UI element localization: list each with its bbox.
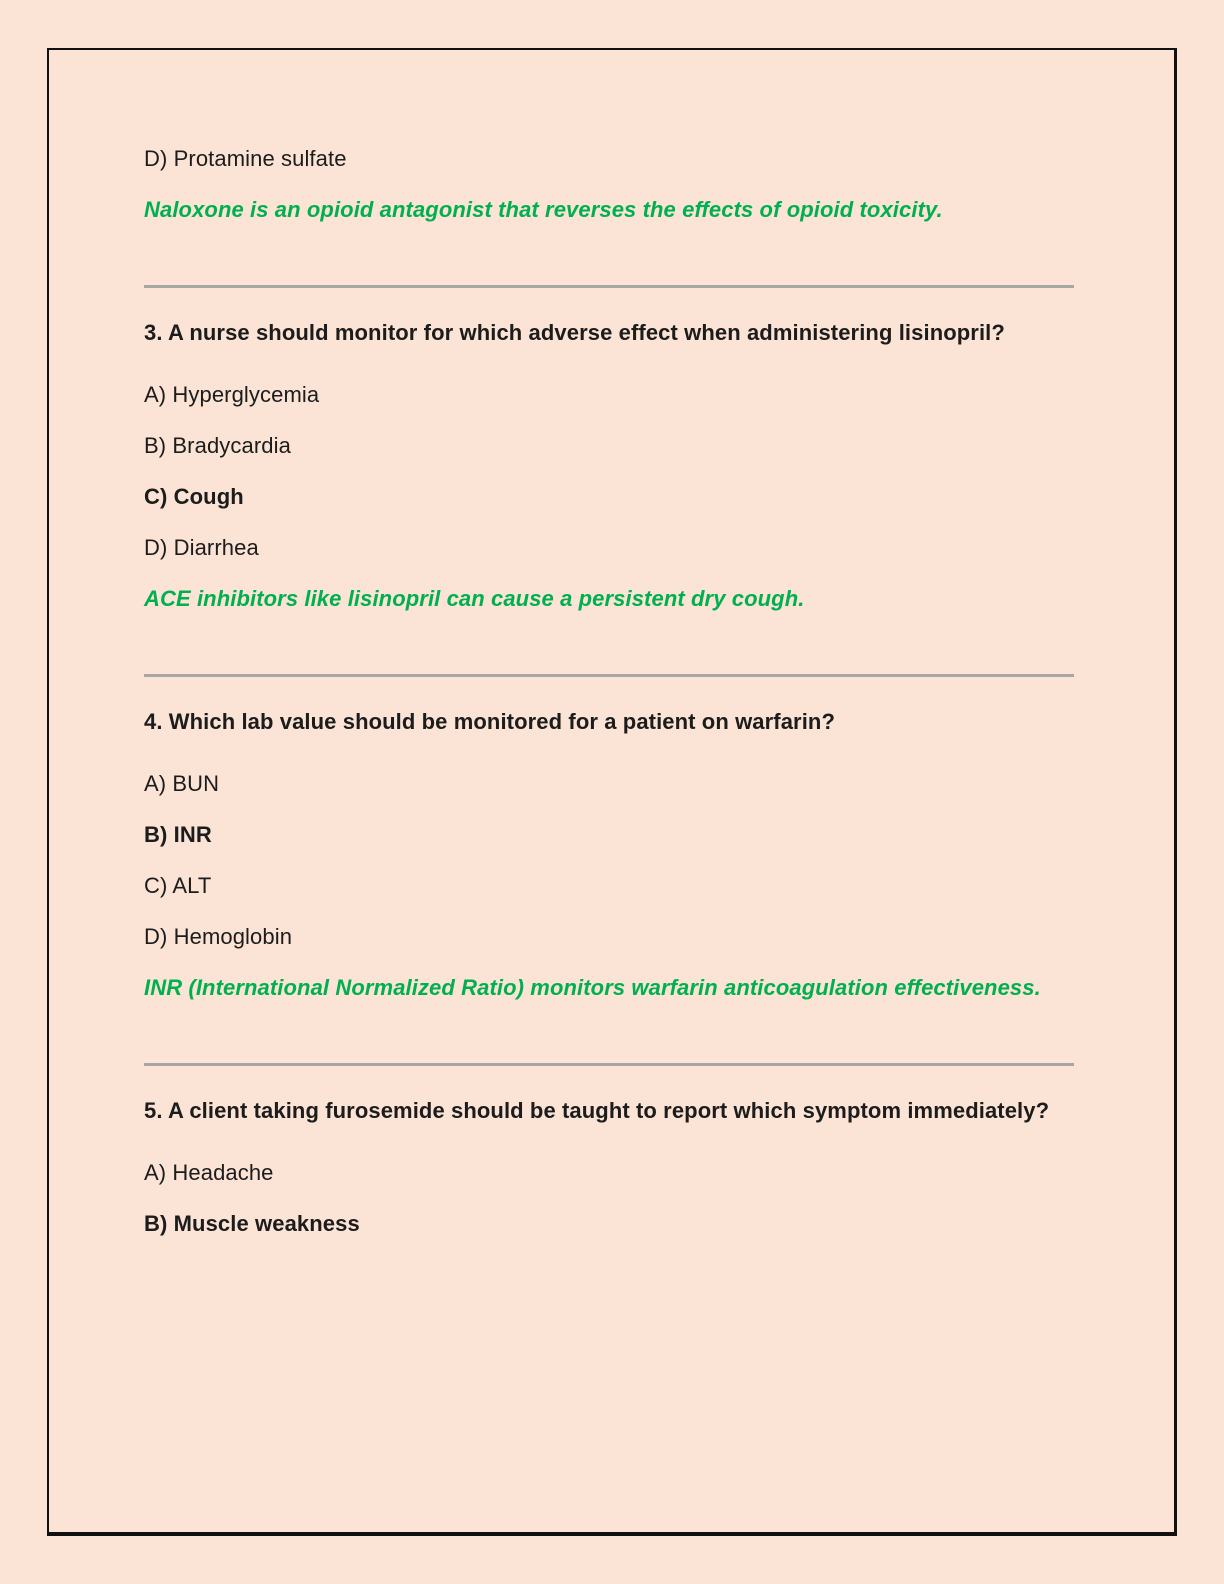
answer-option: D) Hemoglobin (144, 924, 293, 949)
explanation-text: INR (International Normalized Ratio) monitors warfarin anticoagulation effectiveness. (144, 975, 1041, 1000)
answer-option: A) Hyperglycemia (144, 382, 320, 407)
answer-option: C) ALT (144, 873, 212, 898)
document-page (47, 48, 1177, 1536)
section-divider (144, 1063, 1074, 1066)
answer-option: A) BUN (144, 771, 220, 796)
answer-option: D) Diarrhea (144, 535, 259, 560)
section-divider (144, 674, 1074, 677)
answer-option: B) Bradycardia (144, 433, 291, 458)
answer-option: A) Headache (144, 1160, 274, 1185)
explanation-text: ACE inhibitors like lisinopril can cause a persistent dry cough. (144, 586, 805, 611)
question-text: 3. A nurse should monitor for which adverse effect when administering lisinopril? (144, 320, 1005, 345)
answer-option-correct: B) INR (144, 822, 212, 847)
explanation-text: Naloxone is an opioid antagonist that reverses the effects of opioid toxicity. (144, 197, 943, 222)
question-text: 4. Which lab value should be monitored for a patient on warfarin? (144, 709, 836, 734)
answer-option-correct: B) Muscle weakness (144, 1211, 360, 1236)
question-text: 5. A client taking furosemide should be taught to report which symptom immediately? (144, 1098, 1050, 1123)
answer-option: D) Protamine sulfate (144, 146, 347, 171)
section-divider (144, 285, 1074, 288)
answer-option-correct: C) Cough (144, 484, 244, 509)
